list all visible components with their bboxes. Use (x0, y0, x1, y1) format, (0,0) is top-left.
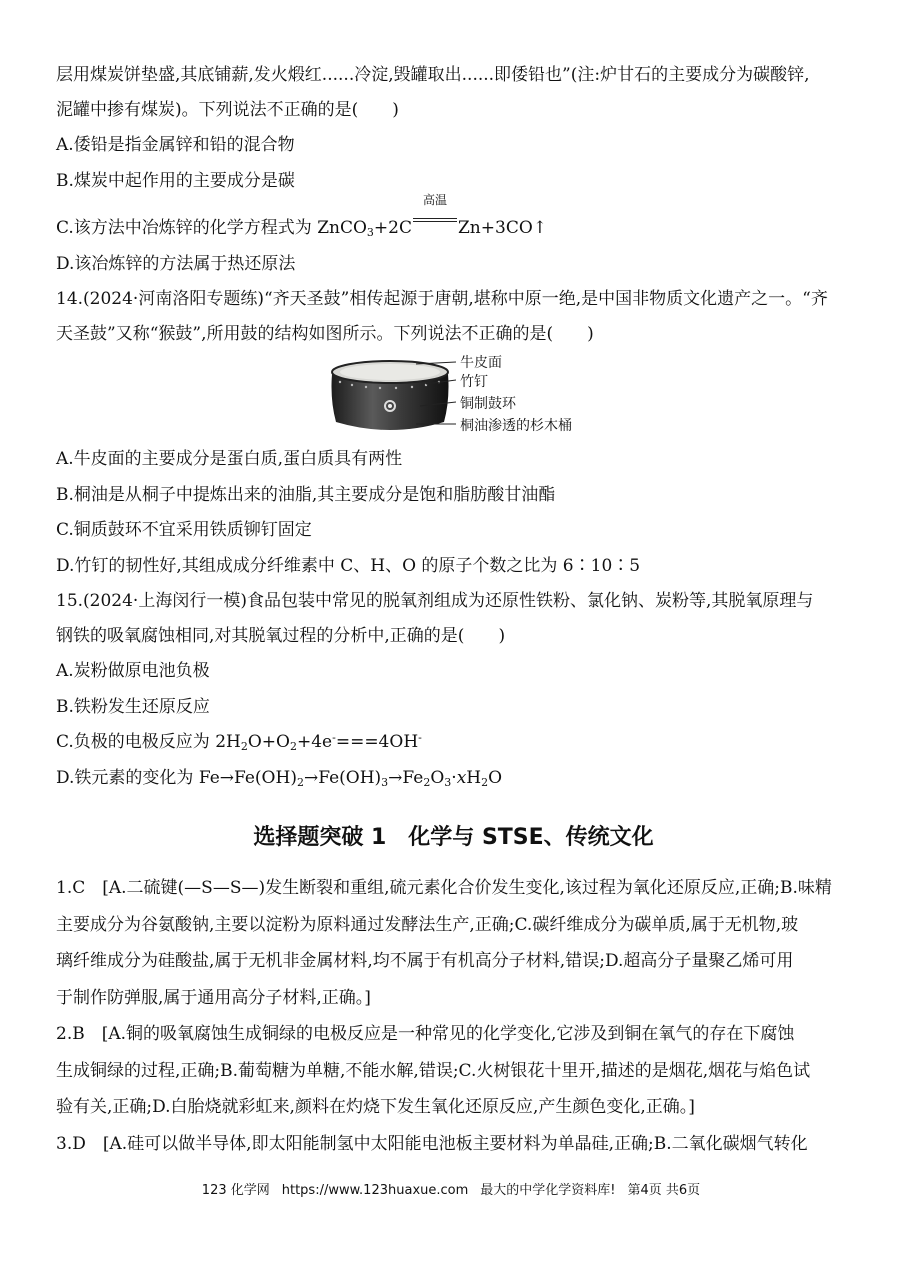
section-title: 选择题突破 1 化学与 STSE、传统文化 (253, 825, 654, 850)
q15-option-b: B.铁粉发生还原反应 (56, 696, 210, 717)
footer-page-number: 第4页 共6页 (627, 1183, 701, 1198)
callout-lines (416, 354, 456, 440)
answer-2-line3: 验有关,正确;D.白胎烧就彩虹来,颜料在灼烧下发生氧化还原反应,产生颜色变化,正确。] (56, 1097, 695, 1117)
q15-option-c: C.负极的电极反应为 $2H_2O+O_2+4e^-===4OH^-$ (56, 731, 422, 753)
label-copper-ring: 铜制鼓环 (460, 396, 516, 412)
answer-3-line1: 3.D [A.硅可以做半导体,即太阳能制氢中太阳能电池板主要材料为单晶硅,正确;B.二氧化碳烟气转化 (56, 1133, 808, 1154)
q14-option-d: D.竹钉的韧性好,其组成成分纤维素中 C、H、O 的原子个数之比为 6∶10∶5 (56, 555, 641, 576)
label-bamboo-nail: 竹钉 (460, 374, 488, 390)
drum-figure (56, 354, 851, 440)
q14-stem-line2: 天圣鼓”又称“猴鼓”,所用鼓的结构如图所示。下列说法不正确的是( ) (56, 324, 594, 344)
q14-stem-line1: 14.(2024·河南洛阳专题练)“齐天圣鼓”相传起源于唐朝,堪称中原一绝,是中国非物质文化遗产之一。“齐 (56, 289, 828, 309)
label-cowhide: 牛皮面 (460, 355, 502, 371)
document-page (56, 58, 851, 1162)
q15-option-d: D.铁元素的变化为 $Fe\to Fe(OH)_2\to Fe(OH)_3\to Fe_2O_3\cdot xH_2O$ (56, 767, 503, 789)
answer-1-line2: 主要成分为谷氨酸钠,主要以淀粉为原料通过发酵法生产,正确;C.碳纤维成分为碳单质,属于无机物,玻 (56, 914, 799, 935)
q14-option-c: C.铜质鼓环不宜采用铁质铆钉固定 (56, 520, 312, 540)
q15-stem-line2: 钢铁的吸氧腐蚀相同,对其脱氧过程的分析中,正确的是( ) (56, 626, 506, 646)
q13-stem-line2: 泥罐中掺有煤炭)。下列说法不正确的是( ) (56, 100, 399, 120)
answer-1-line4: 于制作防弹服,属于通用高分子材料,正确。] (56, 987, 371, 1008)
q14-option-b: B.桐油是从桐子中提炼出来的油脂,其主要成分是饱和脂肪酸甘油酯 (56, 484, 556, 505)
q15-stem-line1: 15.(2024·上海闵行一模)食品包装中常见的脱氧剂组成为还原性铁粉、氯化钠、炭粉等,其脱氧原理与 (56, 591, 814, 611)
footer-url[interactable]: https://www.123huaxue.com (281, 1183, 469, 1198)
page-footer (0, 1179, 902, 1198)
footer-site: 123 化学网 (201, 1183, 270, 1198)
answer-2-line1: 2.B [A.铜的吸氧腐蚀生成铜绿的电极反应是一种常见的化学变化,它涉及到铜在氧气的存在下腐蚀 (56, 1024, 795, 1044)
q13-option-c: C.该方法中冶炼锌的化学方程式为 ZnCO$_3$+2C 高温 Zn+3CO↑ (56, 193, 548, 239)
condition-label: 高温 (422, 193, 447, 207)
reaction-condition (413, 193, 457, 231)
q13-option-a: A.倭铅是指金属锌和铅的混合物 (56, 135, 295, 155)
q14-option-a: A.牛皮面的主要成分是蛋白质,蛋白质具有两性 (56, 449, 403, 469)
q15-option-a: A.炭粉做原电池负极 (56, 661, 210, 681)
q13-option-b: B.煤炭中起作用的主要成分是碳 (56, 170, 295, 191)
q13-stem-line1: 层用煤炭饼垫盛,其底铺薪,发火煅红......冷淀,毁罐取出......即倭铅也”(注:炉甘石的主要成分为碳酸锌, (56, 65, 810, 85)
label-fir-barrel: 桐油渗透的杉木桶 (460, 418, 572, 434)
answer-1-line3: 璃纤维成分为硅酸盐,属于无机非金属材料,均不属于有机高分子材料,错误;D.超高分子量聚乙烯可用 (56, 951, 794, 971)
footer-slogan: 最大的中学化学资料库! (480, 1183, 616, 1198)
answer-2-line2: 生成铜绿的过程,正确;B.葡萄糖为单糖,不能水解,错误;C.火树银花十里开,描述的是烟花,烟花与焰色试 (56, 1060, 811, 1081)
q13-option-d: D.该冶炼锌的方法属于热还原法 (56, 253, 296, 274)
answer-1-line1: 1.C [A.二硫键(—S—S—)发生断裂和重组,硫元素化合价发生变化,该过程为氧化还原反应,正确;B.味精 (56, 878, 832, 898)
